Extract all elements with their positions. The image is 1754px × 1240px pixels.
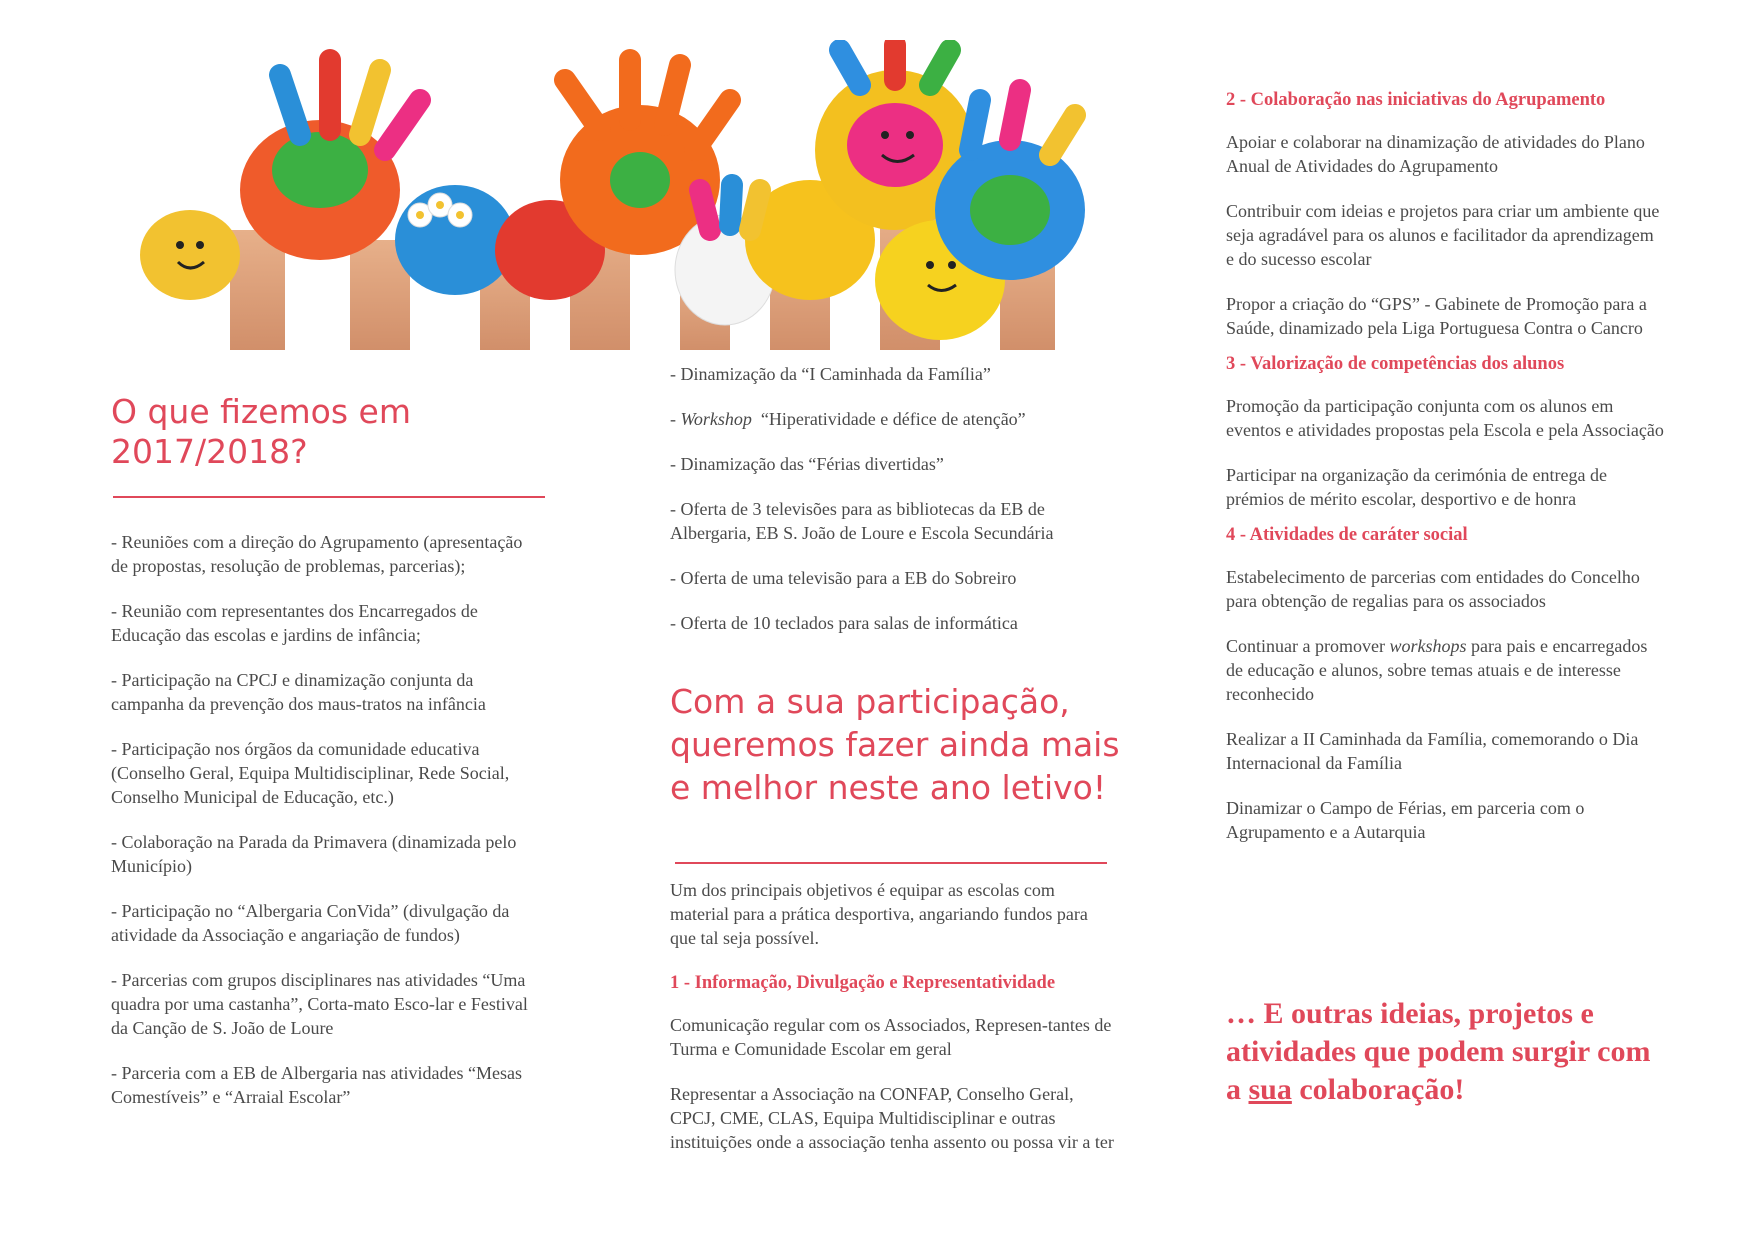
list-item: Dinamizar o Campo de Férias, em parceria com o Agrupamento e a Autarquia	[1226, 798, 1585, 842]
list-item: Representar a Associação na CONFAP, Conselho Geral, CPCJ, CME, CLAS, Equipa Multidisciplinar e outras instituições onde a associação tenha assento ou possa vir a ter	[670, 1084, 1114, 1152]
list-item: Comunicação regular com os Associados, Represen-tantes de Turma e Comunidade Escolar em geral	[670, 1015, 1112, 1059]
list-item: Propor a criação do “GPS” - Gabinete de Promoção para a Saúde, dinamizado pela Liga Portuguesa Contra o Cancro	[1226, 294, 1647, 338]
list-item	[1226, 634, 1666, 706]
list-item: - Parceria com a EB de Albergaria nas atividades “Mesas Comestíveis” e “Arraial Escolar”	[111, 1063, 523, 1107]
list-item: - Colaboração na Parada da Primavera (dinamizada pelo Município)	[111, 832, 517, 876]
list-item: - Oferta de 3 televisões para as bibliotecas da EB de Albergaria, EB S. João de Loure e Escola Secundária	[670, 499, 1054, 543]
list-item: - Dinamização da “I Caminhada da Família”	[670, 364, 991, 384]
list-item: - Reunião com representantes dos Encarregados de Educação das escolas e jardins de infância;	[111, 601, 478, 645]
list-item: - Participação nos órgãos da comunidade educativa (Conselho Geral, Equipa Multidisciplinar, Rede Social, Conselho Municipal de Educação, etc.)	[111, 739, 510, 807]
list-item: - Dinamização das “Férias divertidas”	[670, 454, 944, 474]
workshop-title: “Hiperatividade e défice de atenção”	[760, 409, 1026, 429]
workshops-word: workshops	[1389, 636, 1467, 656]
objectives-block-continued	[1226, 88, 1666, 865]
list-item: - Parcerias com grupos disciplinares nas atividades “Uma quadra por uma castanha”, Corta-mato Esco-lar e Festival da Canção de S. João de Loure	[111, 970, 528, 1038]
list-item: - Oferta de uma televisão para a EB do Sobreiro	[670, 568, 1017, 588]
workshop-word: Workshop	[680, 409, 752, 429]
closing-underlined-word: sua	[1248, 1073, 1292, 1106]
list-item: - Oferta de 10 teclados para salas de informática	[670, 613, 1018, 633]
heading-divider	[113, 496, 545, 498]
achievements-list	[111, 530, 541, 1130]
list-item: Estabelecimento de parcerias com entidades do Concelho para obtenção de regalias para os associados	[1226, 567, 1640, 611]
list-item: Realizar a II Caminhada da Família, comemorando o Dia Internacional da Família	[1226, 729, 1639, 773]
workshops-after: para pais e encarregados de educação e alunos, sobre temas atuais e de interesse reconhecido	[1226, 636, 1648, 704]
workshops-before: Continuar a promover	[1226, 636, 1390, 656]
closing-call-to-action	[1226, 995, 1666, 1109]
heading-participation: Com a sua participação, queremos fazer ainda mais e melhor neste ano letivo!	[670, 682, 1120, 807]
list-item	[670, 407, 1110, 431]
workshop-prefix: -	[670, 409, 681, 429]
section-title-4: 4 - Atividades de caráter social	[1226, 525, 1468, 545]
list-item: Apoiar e colaborar na dinamização de atividades do Plano Anual de Atividades do Agrupamento	[1226, 132, 1645, 176]
list-item: - Participação na CPCJ e dinamização conjunta da campanha da prevenção dos maus-tratos na infância	[111, 670, 486, 714]
list-item: Participar na organização da cerimónia de entrega de prémios de mérito escolar, desportivo e de honra	[1226, 465, 1607, 509]
section-title-1: 1 - Informação, Divulgação e Representatividade	[670, 973, 1056, 993]
heading-divider	[675, 862, 1107, 864]
objectives-block	[670, 878, 1115, 1175]
closing-after: colaboração!	[1291, 1073, 1465, 1106]
list-item: Contribuir com ideias e projetos para criar um ambiente que seja agradável para os alunos e facilitador da aprendizagem e do sucesso escolar	[1226, 201, 1660, 269]
section-title-3: 3 - Valorização de competências dos alunos	[1226, 354, 1565, 374]
section-title-2: 2 - Colaboração nas iniciativas do Agrupamento	[1226, 90, 1606, 110]
achievements-list-continued	[670, 362, 1110, 656]
list-item: Promoção da participação conjunta com os alunos em eventos e atividades propostas pela Escola e pela Associação	[1226, 396, 1664, 440]
list-item: - Participação no “Albergaria ConVida” (divulgação da atividade da Associação e angariação de fundos)	[111, 901, 510, 945]
heading-what-we-did: O que fizemos em 2017/2018?	[111, 392, 411, 472]
intro-paragraph: Um dos principais objetivos é equipar as escolas com material para a prática desportiva, angariando fundos para que tal seja possível.	[670, 880, 1088, 948]
closing-before: … E outras ideias, projetos e atividades que podem surgir com a	[1226, 997, 1651, 1106]
list-item: - Reuniões com a direção do Agrupamento (apresentação de propostas, resolução de problemas, parcerias);	[111, 532, 523, 576]
painted-hands-photo	[120, 40, 1112, 350]
